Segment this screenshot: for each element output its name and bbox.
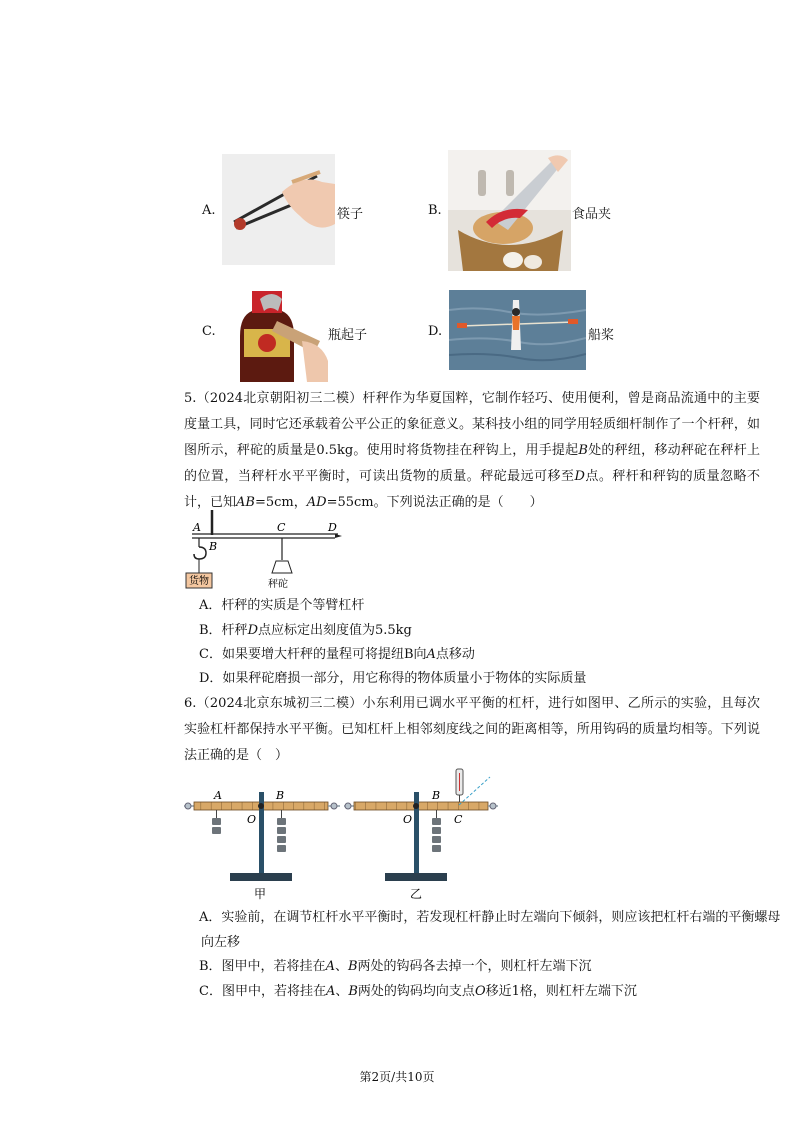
jia-label-a: A <box>214 789 222 802</box>
label-c: C <box>277 521 286 534</box>
yi-label-o: O <box>403 813 413 826</box>
q5-option-d: D．如果秤砣磨损一部分，用它称得的物体质量小于物体的实际质量 <box>199 671 587 686</box>
option-b-letter: B. <box>428 203 442 218</box>
option-a-letter: A. <box>202 203 216 218</box>
option-c-letter: C. <box>202 324 216 339</box>
option-d-label: 船桨 <box>588 328 615 343</box>
weight-label: 秤砣 <box>268 579 288 590</box>
q6-option-a-cont: 向左移 <box>201 935 241 950</box>
option-a-label: 筷子 <box>337 207 364 222</box>
q5-option-a: A．杆秤的实质是个等臂杠杆 <box>199 598 365 613</box>
option-c-label: 瓶起子 <box>328 328 368 343</box>
yi-label-b: B <box>432 789 441 802</box>
rowing-oar-photo <box>449 290 586 370</box>
question-5-stem: 5.（2024北京朝阳初三二模）杆秤作为华夏国粹，它制作轻巧、使用便利，曾是商品流通中的主要度量工具，同时它还承载着公平公正的象征意义。某科技小组的同学用轻质细杆制作了一个杆秤，如图所示，秤砣的质量是0.5kg。使用时将货物挂在秤钩上，用手提起B处的秤纽，移动秤砣在秤杆上的位置，当秤杆水平平衡时，可读出货物的质量。秤砣最远可移至D点。秤杆和秤钩的质量忽略不计，已知AB=5cm，AD=55cm。下列说法正确的是（ ） <box>184 391 760 510</box>
q5-option-c: C．如果要增大杆秤的量程可将提纽B向A点移动 <box>199 647 475 662</box>
page-footer: 第2页/共10页 <box>359 1070 435 1084</box>
goods-label: 货物 <box>189 576 209 587</box>
label-a: A <box>193 521 201 534</box>
yi-caption: 乙 <box>409 887 423 901</box>
lever-jia <box>184 789 340 901</box>
chopsticks-photo <box>222 154 335 265</box>
lever-figure <box>180 765 500 905</box>
jia-label-o: O <box>247 813 257 826</box>
question-6-stem: 6.（2024北京东城初三二模）小东利用已调水平平衡的杠杆，进行如图甲、乙所示的实验，且每次实验杠杆都保持水平平衡。已知杠杆上相邻刻度线之间的距离相等，所用钩码的质量均相等。下列说法正确的是（ ） <box>184 696 760 763</box>
lever-yi <box>344 769 498 901</box>
bottle-opener-photo <box>222 281 328 382</box>
option-d-letter: D. <box>428 324 443 339</box>
q6-option-c: C．图甲中，若将挂在A、B两处的钩码均向支点O移近1格，则杠杆左端下沉 <box>199 984 637 999</box>
jia-label-b: B <box>276 789 285 802</box>
label-b: B <box>209 540 218 553</box>
yi-label-c: C <box>454 813 463 826</box>
steelyard-figure <box>180 505 350 595</box>
q5-option-b: B．杆秤D点应标定出刻度值为5.5kg <box>199 623 412 638</box>
q6-option-b: B．图甲中，若将挂在A、B两处的钩码各去掉一个，则杠杆左端下沉 <box>199 959 592 974</box>
label-d: D <box>328 521 337 534</box>
jia-caption: 甲 <box>253 887 267 901</box>
q6-option-a: A．实验前，在调节杠杆水平平衡时，若发现杠杆静止时左端向下倾斜，则应该把杠杆右端的平衡螺母 <box>199 910 781 925</box>
option-b-label: 食品夹 <box>572 207 612 222</box>
food-tongs-photo <box>448 150 571 271</box>
